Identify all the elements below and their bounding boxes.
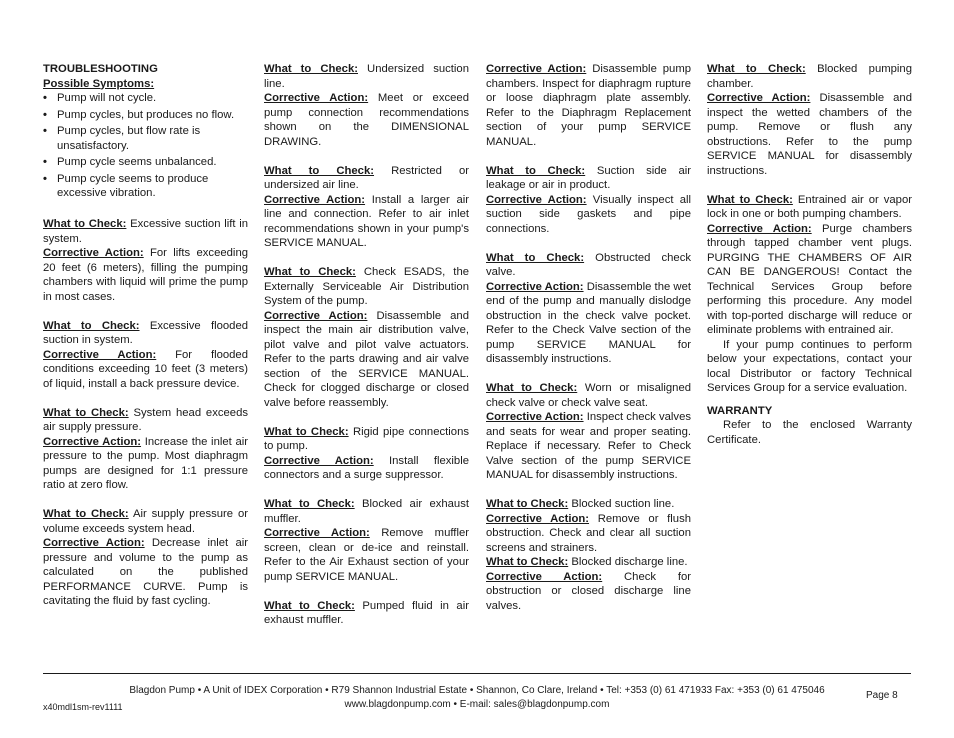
corrective-action-label: Corrective Action: <box>43 247 144 259</box>
check-text: Rigid pipe connections to pump. <box>264 425 470 452</box>
check-block <box>43 507 248 609</box>
bullet-icon: • <box>43 125 47 137</box>
what-to-check-label: What to Check: <box>43 406 129 419</box>
action-text: Disassemble and inspect the main air distribution valve, pilot valve and pilot valve actuators. Refer to the parts drawing and air valve section of the SERVICE MANUAL. Check for clogged discharge or closed valve before reassembly. <box>264 309 470 409</box>
footer-web: www.blagdonpump.com • E-mail: sales@blagdonpump.com <box>344 699 610 710</box>
what-to-check-label: What to Check: <box>264 266 356 278</box>
check-block <box>486 251 691 367</box>
action-text: Visually inspect all suction side gaskets and pipe connections. <box>486 193 691 235</box>
action-text: Decrease inlet air pressure and volume to the pump as calculated on the published PERFORMANCE CURVE. Pump is cavitating the fluid by fast cycling. <box>43 537 248 607</box>
corrective-action-label: Corrective Action: <box>486 570 603 583</box>
footer-address: Blagdon Pump • A Unit of IDEX Corporation • R79 Shannon Industrial Estate • Shannon, Co Clare, Ireland • Tel: +353 (0) 61 471933 Fax: +353 (0) 61 475046 <box>129 685 825 696</box>
bullet-icon: • <box>43 172 47 185</box>
check-block <box>264 265 469 410</box>
check-text: Check ESADS, the Externally Serviceable Air Distribution System of the pump. <box>264 266 470 307</box>
check-text: Blocked suction line. <box>571 498 675 510</box>
symptoms-list <box>43 91 248 201</box>
action-text: For flooded conditions exceeding 10 feet (3 meters) of liquid, install a back pressure device. <box>43 348 249 390</box>
column-1 <box>43 62 248 609</box>
action-text: Install a larger air line and connection. Refer to air inlet recommendations shown in your pump's SERVICE MANUAL. <box>264 193 469 249</box>
what-to-check-label: What to Check: <box>264 63 358 75</box>
what-to-check-label: What to Check: <box>264 498 355 510</box>
check-text: Pumped fluid in air exhaust muffler. <box>264 599 469 626</box>
symptom-item: • Pump cycle seems unbalanced. <box>43 156 217 168</box>
corrective-action-label: Corrective Action: <box>264 92 369 104</box>
section-title: TROUBLESHOOTING <box>43 63 158 75</box>
check-block <box>486 381 691 483</box>
what-to-check-label: What to Check: <box>43 508 129 520</box>
document-code: x40mdl1sm-rev1111 <box>43 702 123 712</box>
action-text: For lifts exceeding 20 feet (6 meters), filling the pumping chambers with liquid will prime the pump in most cases. <box>43 247 249 303</box>
warranty-title: WARRANTY <box>707 404 773 417</box>
check-text: System head exceeds air supply pressure. <box>43 406 249 433</box>
check-block <box>43 406 248 493</box>
check-text: Blocked discharge line. <box>571 556 688 568</box>
what-to-check-label: What to Check: <box>264 599 355 612</box>
corrective-action-label: Corrective Action: <box>486 280 584 293</box>
column-3 <box>486 62 691 613</box>
check-block <box>707 62 912 178</box>
symptoms-label: Possible Symptoms: <box>43 77 155 90</box>
corrective-action-label: Corrective Action: <box>264 527 370 539</box>
check-text: Blocked air exhaust muffler. <box>264 498 470 525</box>
action-text: Remove or flush obstruction. Check and clear all suction screens and strainers. <box>486 512 691 554</box>
bullet-icon: • <box>43 108 47 121</box>
check-block <box>43 319 248 392</box>
what-to-check-label: What to Check: <box>486 556 569 568</box>
corrective-action-label: Corrective Action: <box>43 537 145 549</box>
action-text: Remove muffler screen, clean or de-ice and reinstall. Refer to the Air Exhaust section of your pump SERVICE MANUAL. <box>264 527 469 583</box>
warranty-text: Refer to the enclosed Warranty Certificate. <box>707 419 912 446</box>
check-text: Air supply pressure or volume exceeds system head. <box>43 508 249 535</box>
what-to-check-label: What to Check: <box>486 382 578 394</box>
action-text: Disassemble pump chambers. Inspect for diaphragm rupture or loose diaphragm plate assembly. Refer to the Diaphragm Replacement section of your pump SERVICE MANUAL. <box>486 63 692 148</box>
column-2 <box>264 62 469 628</box>
check-text: Blocked pumping chamber. <box>707 63 912 90</box>
page-number: Page 8 <box>866 690 898 701</box>
check-text: Excessive suction lift in system. <box>43 218 249 245</box>
check-block <box>264 497 469 584</box>
check-block <box>264 599 469 628</box>
bullet-icon: • <box>43 92 47 104</box>
what-to-check-label: What to Check: <box>486 164 586 177</box>
corrective-action-label: Corrective Action: <box>486 512 590 525</box>
corrective-action-label: Corrective Action: <box>707 92 811 104</box>
check-text: Excessive flooded suction in system. <box>43 319 249 346</box>
continued-block <box>486 62 691 149</box>
check-block <box>264 425 469 483</box>
action-text: Disassemble the wet end of the pump and manually dislodge obstruction in the check valve pocket. Refer to the Check Valve section of the pump SERVICE MANUAL for disassembly instructions. <box>486 280 691 365</box>
symptom-item: • Pump cycles, but produces no flow. <box>43 108 235 121</box>
action-text: Purge chambers through tapped chamber vent plugs. PURGING THE CHAMBERS OF AIR CAN BE DANGEROUS! Contact the Technical Services Group before performing this procedure. Any model with top-ported discharge will reduce or eliminate problems with entrained air. <box>707 222 913 336</box>
action-text: Meet or exceed pump connection recommendations shown on the DIMENSIONAL DRAWING. <box>264 92 469 148</box>
corrective-action-label: Corrective Action: <box>264 454 374 467</box>
action-text: Check for obstruction or closed discharge line valves. <box>486 570 692 612</box>
closing-paragraph: If your pump continues to perform below your expectations, contact your local Distributor or factory Technical Services Group for a service evaluation. <box>707 338 912 394</box>
action-text: Increase the inlet air pressure to the pump. Most diaphragm pumps are designed for 1:1 pressure ratio at zero flow. <box>43 435 248 491</box>
corrective-action-label: Corrective Action: <box>707 222 812 235</box>
what-to-check-label: What to Check: <box>264 425 349 438</box>
check-text: Restricted or undersized air line. <box>264 164 469 191</box>
symptom-item: • Pump cycles, but flow rate is unsatisfactory. <box>43 125 201 152</box>
check-block <box>486 497 691 555</box>
check-block <box>707 193 912 338</box>
corrective-action-label: Corrective Action: <box>264 309 368 322</box>
action-text: Disassemble and inspect the wetted chambers of the pump. Remove or flush any obstructions. Refer to the pump SERVICE MANUAL for disassembly instructions. <box>707 92 913 177</box>
footer-contact <box>100 684 854 712</box>
what-to-check-label: What to Check: <box>707 193 793 206</box>
what-to-check-label: What to Check: <box>264 164 375 177</box>
what-to-check-label: What to Check: <box>486 251 585 264</box>
check-text: Worn or misaligned check valve or check valve seat. <box>486 382 692 409</box>
what-to-check-label: What to Check: <box>707 63 806 75</box>
bullet-icon: • <box>43 156 47 168</box>
what-to-check-label: What to Check: <box>486 498 569 510</box>
corrective-action-label: Corrective Action: <box>43 348 157 361</box>
check-block <box>486 164 691 237</box>
symptom-item: • Pump cycle seems to produce excessive vibration. <box>43 172 209 199</box>
corrective-action-label: Corrective Action: <box>486 411 584 423</box>
column-4 <box>707 62 912 447</box>
corrective-action-label: Corrective Action: <box>486 193 587 206</box>
action-text: Inspect check valves and seats for wear and proper seating. Replace if necessary. Refer to Check Valve section of the pump SERVICE MANUAL for disassembly instructions. <box>486 411 692 481</box>
symptom-item: • Pump will not cycle. <box>43 92 157 104</box>
check-text: Entrained air or vapor lock in one or both pumping chambers. <box>707 193 913 220</box>
check-block <box>486 555 691 613</box>
check-block <box>43 217 248 304</box>
check-block <box>264 62 469 149</box>
corrective-action-label: Corrective Action: <box>486 63 587 75</box>
corrective-action-label: Corrective Action: <box>43 435 142 448</box>
corrective-action-label: Corrective Action: <box>264 193 366 206</box>
check-text: Undersized suction line. <box>264 63 469 90</box>
what-to-check-label: What to Check: <box>43 218 127 230</box>
action-text: Install flexible connectors and a surge suppressor. <box>264 454 469 481</box>
footer-divider <box>43 673 911 674</box>
check-text: Suction side air leakage or air in product. <box>486 164 692 191</box>
what-to-check-label: What to Check: <box>43 319 140 332</box>
check-text: Obstructed check valve. <box>486 251 692 278</box>
check-block <box>264 164 469 251</box>
